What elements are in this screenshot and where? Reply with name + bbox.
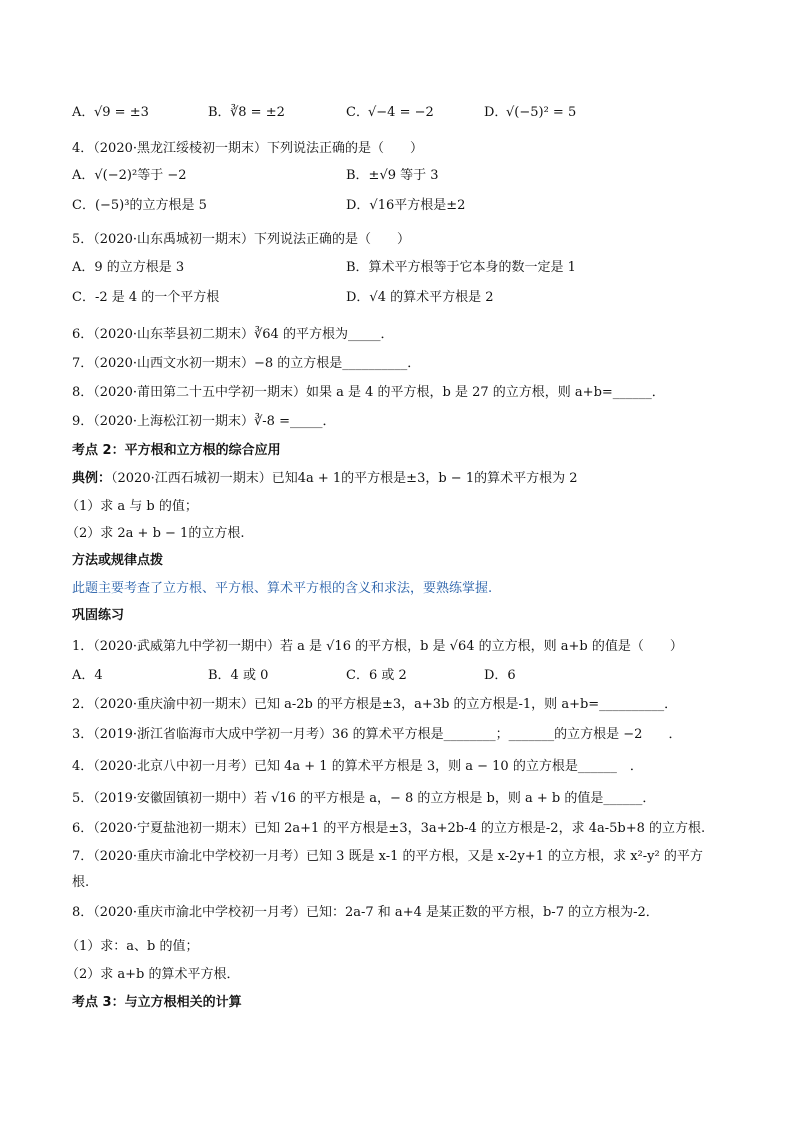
question-4-stem: 4．（2020·黑龙江绥棱初一期末）下列说法正确的是（ ） <box>72 141 423 156</box>
row1-option-d-text: √(−5)² = 5 <box>506 105 577 120</box>
question-4-option-a: A．√(−2)²等于 −2 <box>72 168 187 183</box>
method-title: 方法或规律点拨 <box>72 553 164 568</box>
practice-8-part-2: （2）求 a+b 的算术平方根． <box>66 967 240 982</box>
question-6: 6．（2020·山东莘县初二期末）∛64 的平方根为_____． <box>72 327 394 342</box>
row1-option-c-text: √−4 = −2 <box>368 105 434 120</box>
key-point-3-title: 考点 3：与立方根相关的计算 <box>72 995 242 1010</box>
question-4-option-b: B．±√9 等于 3 <box>346 168 439 183</box>
practice-1-option-a: A．4 <box>72 668 103 683</box>
example-part-1: （1）求 a 与 b 的值； <box>66 499 198 514</box>
practice-8-part-1: （1）求：a、b 的值； <box>66 939 199 954</box>
row1-option-b-label: B． <box>208 105 231 120</box>
practice-6: 6．（2020·宁夏盐池初一期末）已知 2a+1 的平方根是±3，3a+2b-4 的立方根是-2，求 4a-5b+8 的立方根. <box>72 821 706 836</box>
example-part-2: （2）求 2a + b − 1的立方根. <box>66 526 245 541</box>
practice-7-line-1: 7．（2020·重庆市渝北中学校初一月考）已知 3 既是 x-1 的平方根，又是 x-2y+1 的立方根，求 x²-y² 的平方 <box>72 849 703 864</box>
practice-3: 3．（2019·浙江省临海市大成中学初一月考）36 的算术平方根是________；_______的立方根是 −2 ． <box>72 727 682 742</box>
row1-option-a-text: √9 = ±3 <box>94 105 149 120</box>
example-text: （2020·江西石城初一期末）已知4a + 1的平方根是±3，b − 1的算术平方根为 2 <box>111 471 578 486</box>
practice-4: 4．（2020·北京八中初一月考）已知 4a + 1 的算术平方根是 3，则 a − 10 的立方根是______ ． <box>72 759 643 774</box>
question-4-option-c: C．(−5)³的立方根是 5 <box>72 198 207 213</box>
practice-5: 5．（2019·安徽固镇初一期中）若 √16 的平方根是 a，− 8 的立方根是 b，则 a + b 的值是______． <box>72 791 656 806</box>
example <box>72 470 578 488</box>
question-5-stem: 5．（2020·山东禹城初一期末）下列说法正确的是（ ） <box>72 232 410 247</box>
question-5-option-c: C．-2 是 4 的一个平方根 <box>72 290 220 305</box>
practice-1-stem: 1．（2020·武威第九中学初一期中）若 a 是 √16 的平方根，b 是 √64 的立方根，则 a+b 的值是（ ） <box>72 639 683 654</box>
row1-option-c-label: C． <box>346 105 369 120</box>
practice-1-option-d: D．6 <box>484 668 516 683</box>
key-point-2-title: 考点 2：平方根和立方根的综合应用 <box>72 443 281 458</box>
row1-option-d-label: D． <box>484 105 508 120</box>
row1-option-a-label: A． <box>72 105 95 120</box>
example-label: 典例： <box>72 471 112 486</box>
method-text: 此题主要考查了立方根、平方根、算术平方根的含义和求法，要熟练掌握. <box>72 581 493 596</box>
practice-8-stem: 8．（2020·重庆市渝北中学校初一月考）已知：2a-7 和 a+4 是某正数的平方根，b-7 的立方根为-2． <box>72 905 659 920</box>
question-5-option-d: D．√4 的算术平方根是 2 <box>346 290 494 305</box>
row1-option-b-text: ∛8 = ±2 <box>230 105 285 120</box>
practice-1-option-b: B．4 或 0 <box>208 668 269 683</box>
question-5-option-b: B．算术平方根等于它本身的数一定是 1 <box>346 260 576 275</box>
practice-title: 巩固练习 <box>72 608 125 623</box>
practice-7-line-2: 根. <box>72 875 90 890</box>
question-7: 7．（2020·山西文水初一期末）−8 的立方根是__________． <box>72 356 421 371</box>
question-8: 8．（2020·莆田第二十五中学初一期末）如果 a 是 4 的平方根，b 是 27 的立方根，则 a+b=______． <box>72 385 665 400</box>
question-9: 9．（2020·上海松江初一期末）∛-8 =_____． <box>72 414 336 429</box>
question-4-option-d: D．√16平方根是±2 <box>346 198 466 213</box>
practice-1-option-c: C．6 或 2 <box>346 668 407 683</box>
question-5-option-a: A．9 的立方根是 3 <box>72 260 185 275</box>
practice-2: 2．（2020·重庆渝中初一期末）已知 a-2b 的平方根是±3，a+3b 的立方根是-1，则 a+b=__________． <box>72 697 678 712</box>
